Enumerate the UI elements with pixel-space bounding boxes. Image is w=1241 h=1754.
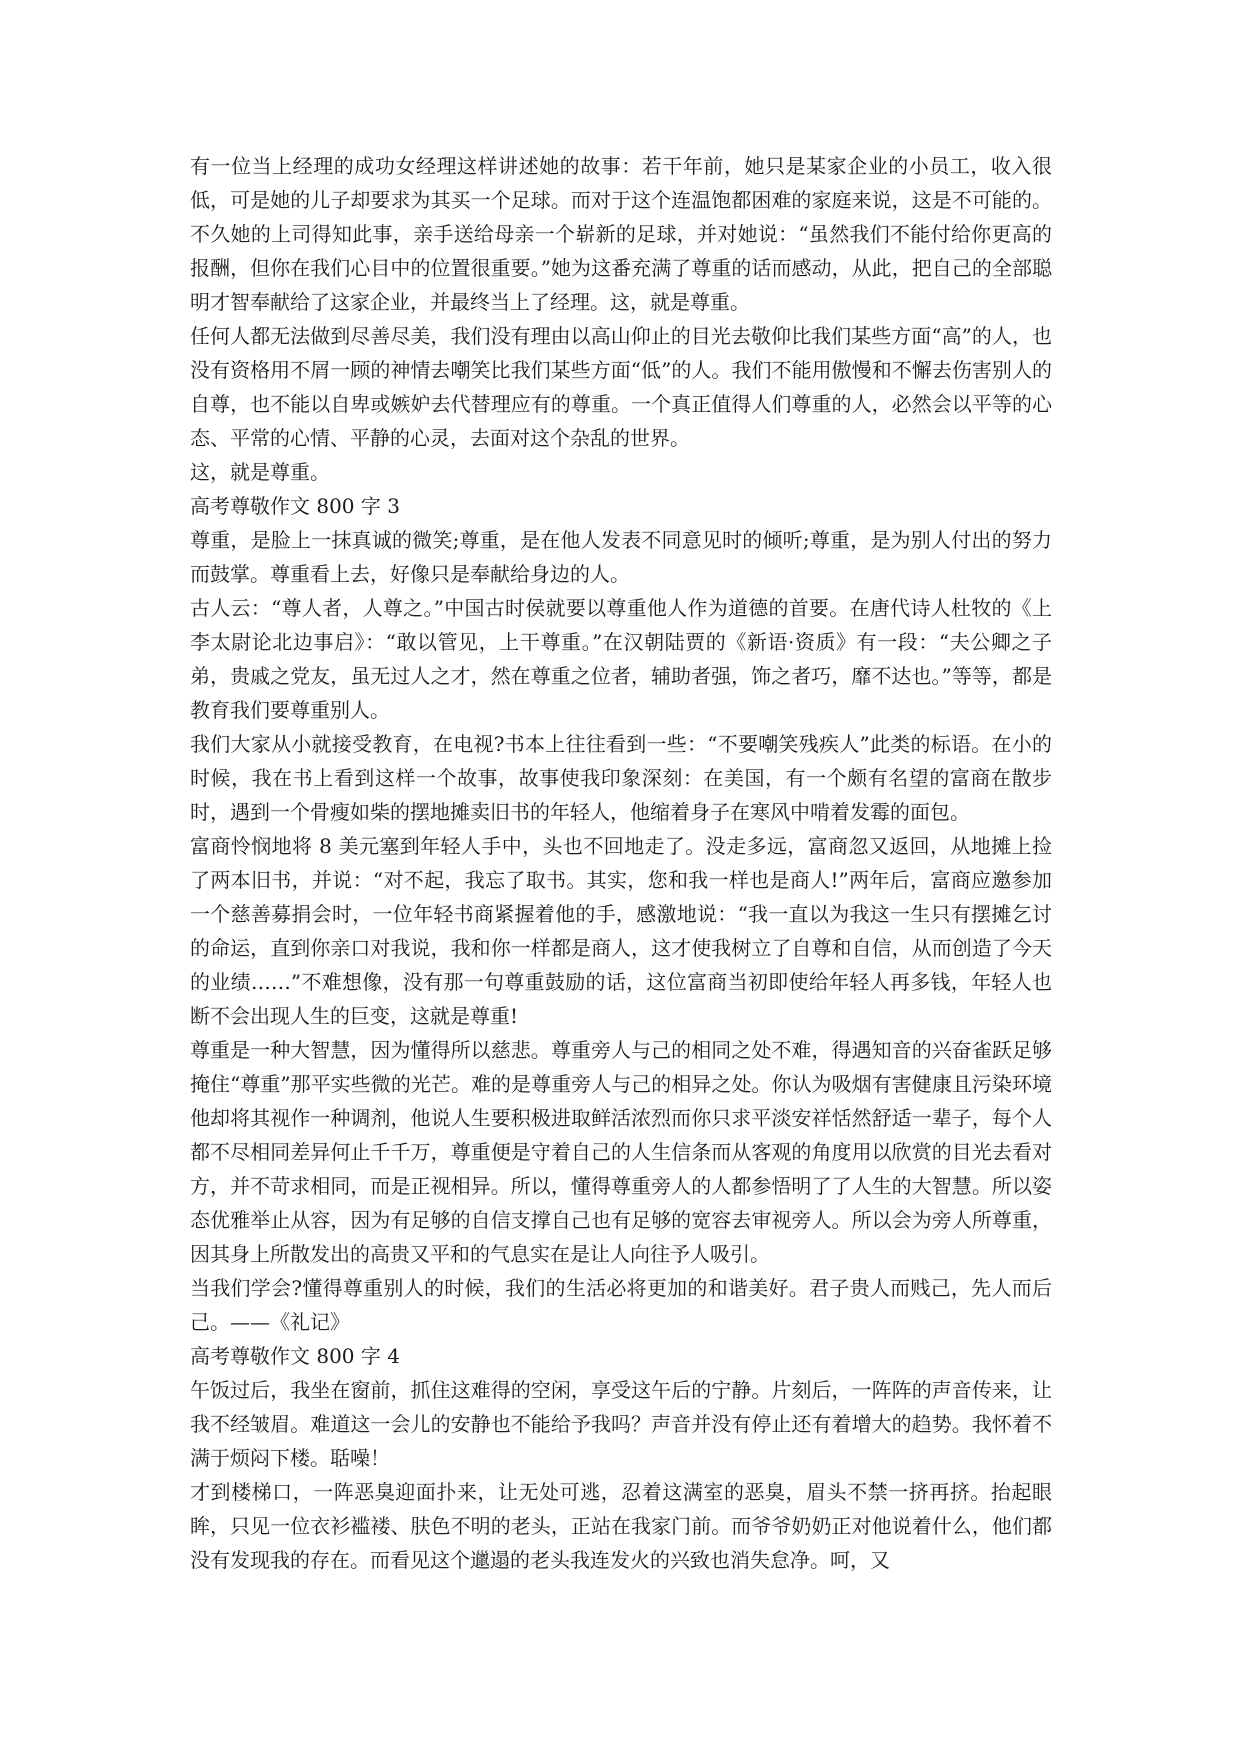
document-body: [190, 149, 1052, 1577]
paragraph-rich-merchant: 富商怜悯地将 8 美元塞到年轻人手中，头也不回地走了。没走多远，富商忽又返回，从地摊上捡了两本旧书，并说：“对不起，我忘了取书。其实，您和我一样也是商人!”两年后，富商应邀参加一个慈善募捐会时，一位年轻书商紧握着他的手，感激地说：“我一直以为我这一生只有摆摊乞讨的命运，直到你亲口对我说，我和你一样都是商人，这才使我树立了自尊和自信，从而创造了今天的业绩……”不难想像，没有那一句尊重鼓励的话，这位富商当初即使给年轻人再多钱，年轻人也断不会出现人生的巨变，这就是尊重!: [190, 834, 1052, 1028]
paragraph-book-of-rites: 当我们学会?懂得尊重别人的时候，我们的生活必将更加的和谐美好。君子贵人而贱己，先人而后己。——《礼记》: [190, 1276, 1052, 1334]
paragraph-great-wisdom: 尊重是一种大智慧，因为懂得所以慈悲。尊重旁人与己的相同之处不难，得遇知音的兴奋雀跃足够掩住“尊重”那平实些微的光芒。难的是尊重旁人与己的相异之处。你认为吸烟有害健康且污染环境他却将其视作一种调剂，他说人生要积极进取鲜活浓烈而你只求平淡安祥恬然舒适一辈子，每个人都不尽相同差异何止千千万，尊重便是守着自己的人生信条而从客观的角度用以欣赏的目光去看对方，并不苛求相同，而是正视相异。所以，懂得尊重旁人的人都参悟明了了人生的大智慧。所以姿态优雅举止从容，因为有足够的自信支撑自己也有足够的宽容去审视旁人。所以会为旁人所尊重，因其身上所散发出的高贵又平和的气息实在是让人向往予人吸引。: [190, 1038, 1052, 1266]
section-heading-4: 高考尊敬作文 800 字 4: [190, 1344, 400, 1368]
paragraph-nobody-perfect: 任何人都无法做到尽善尽美，我们没有理由以高山仰止的目光去敬仰比我们某些方面“高”的人，也没有资格用不屑一顾的神情去嘲笑比我们某些方面“低”的人。我们不能用傲慢和不懈去伤害别人的自尊，也不能以自卑或嫉妒去代替理应有的尊重。一个真正值得人们尊重的人，必然会以平等的心态、平常的心情、平静的心灵，去面对这个杂乱的世界。: [190, 324, 1052, 450]
paragraph-education: 我们大家从小就接受教育，在电视?书本上往往看到一些：“不要嘲笑残疾人”此类的标语。在小的时候，我在书上看到这样一个故事，故事使我印象深刻：在美国，有一个颇有名望的富商在散步时，遇到一个骨瘦如柴的摆地摊卖旧书的年轻人，他缩着身子在寒风中啃着发霉的面包。: [190, 732, 1052, 824]
paragraph-this-is-respect: 这，就是尊重。: [190, 460, 330, 484]
paragraph-story-manager: 有一位当上经理的成功女经理这样讲述她的故事：若干年前，她只是某家企业的小员工，收入很低，可是她的儿子却要求为其买一个足球。而对于这个连温饱都困难的家庭来说，这是不可能的。不久她的上司得知此事，亲手送给母亲一个崭新的足球，并对她说：“虽然我们不能付给你更高的报酬，但你在我们心目中的位置很重要。”她为这番充满了尊重的话而感动，从此，把自己的全部聪明才智奉献给了这家企业，并最终当上了经理。这，就是尊重。: [190, 154, 1052, 314]
paragraph-stairway: 才到楼梯口，一阵恶臭迎面扑来，让无处可逃，忍着这满室的恶臭，眉头不禁一挤再挤。抬起眼眸，只见一位衣衫褴褛、肤色不明的老头，正站在我家门前。而爷爷奶奶正对他说着什么，他们都没有发现我的存在。而看见这个邋遢的老头我连发火的兴致也消失怠净。呵，又: [190, 1480, 1052, 1572]
section-heading-3: 高考尊敬作文 800 字 3: [190, 494, 400, 518]
paragraph-ancients: 古人云：“尊人者，人尊之。”中国古时侯就要以尊重他人作为道德的首要。在唐代诗人杜牧的《上李太尉论北边事启》：“敢以管见，上干尊重。”在汉朝陆贾的《新语·资质》有一段：“夫公卿之子弟，贵戚之党友，虽无过人之才，然在尊重之位者，辅助者强，饰之者巧，靡不达也。”等等，都是教育我们要尊重别人。: [190, 596, 1052, 722]
paragraph-respect-smile: 尊重，是脸上一抹真诚的微笑;尊重，是在他人发表不同意见时的倾听;尊重，是为别人付出的努力而鼓掌。尊重看上去，好像只是奉献给身边的人。: [190, 528, 1052, 586]
paragraph-after-lunch: 午饭过后，我坐在窗前，抓住这难得的空闲，享受这午后的宁静。片刻后，一阵阵的声音传来，让我不经皱眉。难道这一会儿的安静也不能给予我吗？声音并没有停止还有着增大的趋势。我怀着不满于烦闷下楼。聒噪！: [190, 1378, 1052, 1470]
